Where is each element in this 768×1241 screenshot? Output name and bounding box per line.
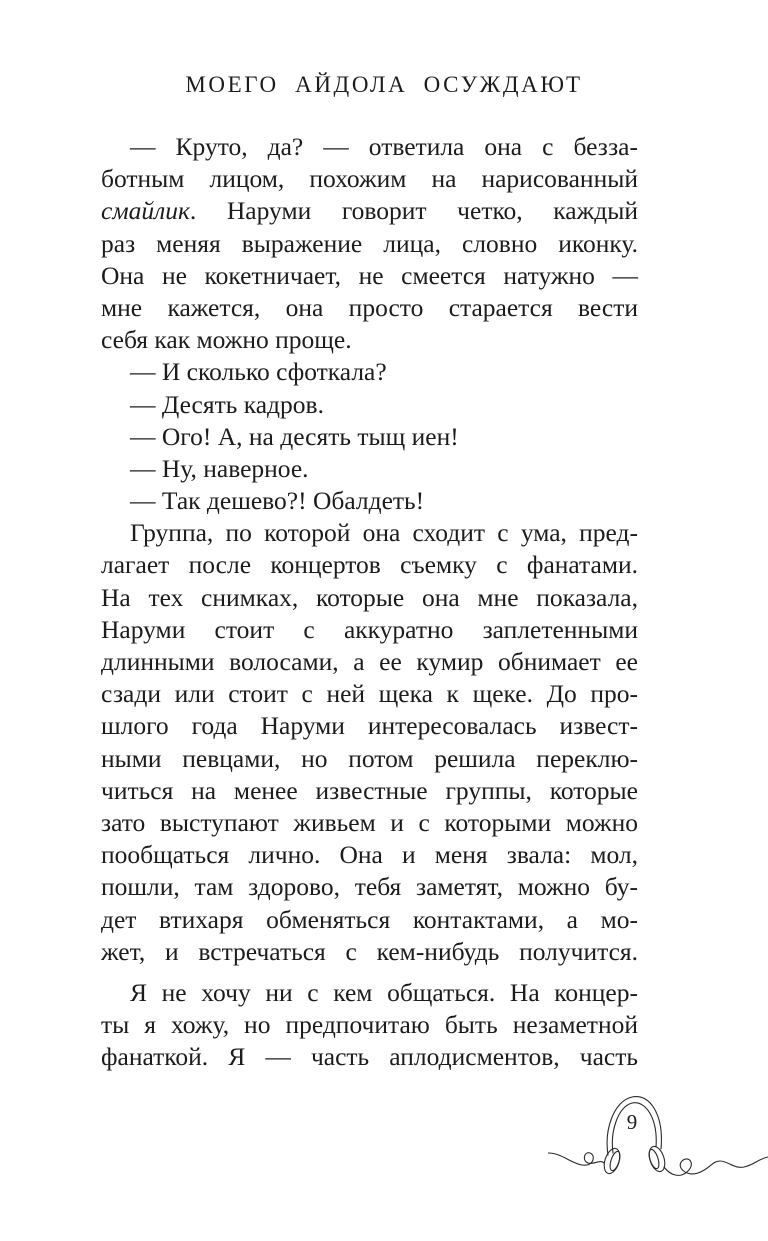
text-line: ты я хожу, но предпочитаю быть незаметной [101,1010,638,1040]
text-line: зато выступают живьем и с которыми можно [101,807,638,837]
text-line: фанаткой. Я — часть аплодисментов, часть [101,1042,638,1072]
text-line: Она не кокетничает, не смеется натужно — [101,260,638,290]
main-text [101,131,638,1073]
text-line: лагает после концертов съемку с фанатами. [101,550,638,580]
dialogue-line: — Десять кадров. [130,389,324,419]
text-line: читься на менее известные группы, которые [101,775,638,805]
text-line: ботным лицом, похожим на нарисованный [101,164,638,194]
text-line: шлого года Наруми интересовалась извест- [101,711,638,741]
text-line: На тех снимках, которые она мне показала, [101,582,638,612]
text-line: пообщаться лично. Она и меня звала: мол, [101,840,638,870]
text-line: себя как можно проще. [101,325,352,355]
dialogue-line: — Ого! А, на десять тыщ иен! [130,421,459,451]
text-line: — Круто, да? — ответила она с безза- [130,132,638,161]
headphones-swirl-icon [548,1093,768,1203]
text-line: раз меняя выражение лица, словно иконку. [101,228,638,258]
text-line-rest: . Наруми говорит четко, каждый [189,196,638,226]
text-line [101,195,638,227]
text-line: мне кажется, она просто старается вести [101,292,638,322]
text-line: Группа, по которой она сходит с ума, пред- [130,518,638,548]
text-line: жет, и встречаться с кем-нибудь получится. [101,936,638,966]
page-number: 9 [626,1110,638,1134]
italic-word: смайлик [101,196,190,226]
dialogue-line: — И сколько сфоткала? [130,357,387,387]
text-line: ными певцами, но потом решила переклю- [101,743,638,773]
dialogue-line: — Ну, наверное. [130,453,309,483]
text-line: дет втихаря обменяться контактами, а мо- [101,904,638,934]
text-line: Наруми стоит с аккуратно заплетенными [101,614,638,644]
text-line: длинными волосами, а ее кумир обнимает ее [101,647,638,676]
text-line: пошли, там здорово, тебя заметят, можно бу- [101,872,638,902]
running-title: МОЕГО АЙДОЛА ОСУЖДАЮТ [185,72,583,97]
text-line: сзади или стоит с ней щека к щеке. До про- [101,679,638,709]
text-line: Я не хочу ни с кем общаться. На концер- [130,977,638,1007]
dialogue-line: — Так дешево?! Обалдеть! [130,486,425,516]
